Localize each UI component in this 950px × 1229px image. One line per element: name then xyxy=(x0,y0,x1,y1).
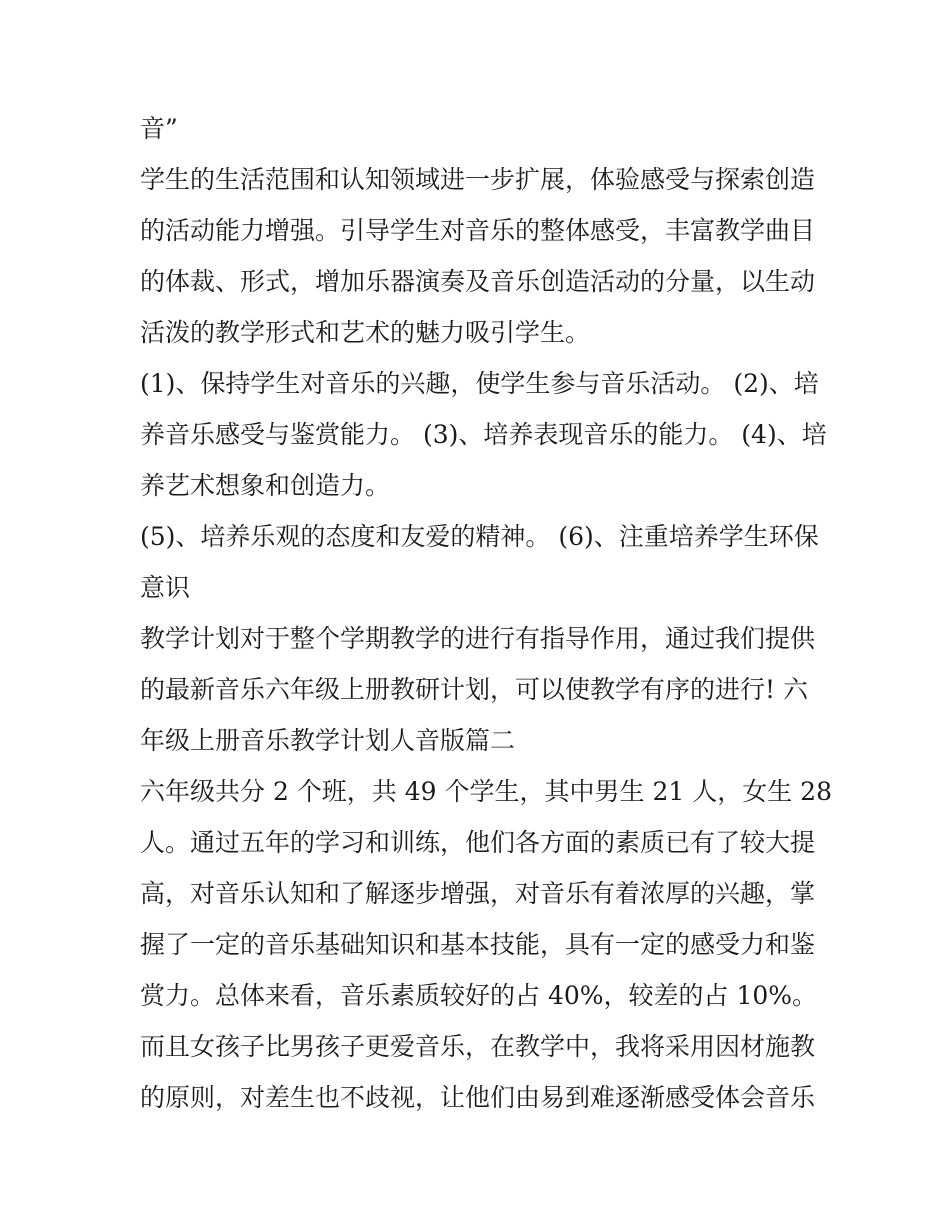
text-line: 活泼的教学形式和艺术的魅力吸引学生。 xyxy=(140,318,591,347)
text-line: 的最新音乐六年级上册教研计划，可以使教学有序的进行! 六 xyxy=(140,675,808,704)
text-line: (1)、保持学生对音乐的兴趣，使学生参与音乐活动。 (2)、培 xyxy=(140,369,819,398)
document-body xyxy=(140,103,832,1123)
text-line: 养艺术想象和创造力。 xyxy=(140,471,391,500)
text-line: (5)、培养乐观的态度和友爱的精神。 (6)、注重培养学生环保 xyxy=(140,522,819,551)
text-line: 六年级共分 2 个班，共 49 个学生，其中男生 21 人，女生 28 xyxy=(140,777,832,806)
text-line: 人。通过五年的学习和训练，他们各方面的素质已有了较大提 xyxy=(140,828,816,857)
text-line: 而且女孩子比男孩子更爱音乐，在教学中，我将采用因材施教 xyxy=(140,1032,816,1061)
text-line: 年级上册音乐教学计划人音版篇二 xyxy=(140,726,516,755)
text-line: 的活动能力增强。引导学生对音乐的整体感受，丰富教学曲目 xyxy=(140,216,816,245)
text-line: 的原则，对差生也不歧视，让他们由易到难逐渐感受体会音乐 xyxy=(140,1083,816,1112)
text-line: 教学计划对于整个学期教学的进行有指导作用，通过我们提供 xyxy=(140,624,816,653)
text-line: 赏力。总体来看，音乐素质较好的占 40%，较差的占 10%。 xyxy=(140,981,818,1010)
text-line: 高，对音乐认知和了解逐步增强，对音乐有着浓厚的兴趣，掌 xyxy=(140,879,816,908)
text-line: 学生的生活范围和认知领域进一步扩展，体验感受与探索创造 xyxy=(140,165,816,194)
text-line: 握了一定的音乐基础知识和基本技能，具有一定的感受力和鉴 xyxy=(140,930,816,959)
text-line: 的体裁、形式，增加乐器演奏及音乐创造活动的分量，以生动 xyxy=(140,267,816,296)
text-line: 音” xyxy=(140,114,178,143)
text-line: 意识 xyxy=(140,573,191,602)
text-line: 养音乐感受与鉴赏能力。 (3)、培养表现音乐的能力。 (4)、培 xyxy=(140,420,827,449)
